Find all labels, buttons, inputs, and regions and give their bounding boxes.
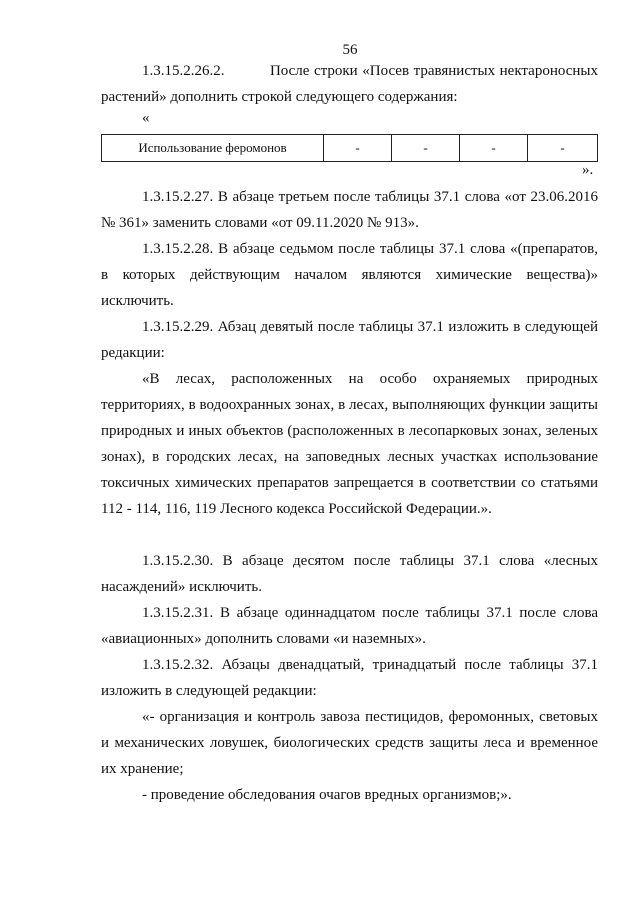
table-close-quote: ». (582, 162, 594, 178)
fragment-table (101, 134, 598, 162)
paragraph-quoted-item-1: «- организация и контроль завоза пестицидов, феромонных, световых и механических ловушек, биологических средств защиты леса и временное их хранение; (101, 709, 598, 777)
paragraph-1-3-15-2-27: 1.3.15.2.27. В абзаце третьем после таблицы 37.1 слова «от 23.06.2016 № 361» заменить словами «от 09.11.2020 № 913». (101, 189, 598, 231)
table-cell: - (460, 135, 528, 162)
table-row (102, 135, 598, 162)
paragraph-quoted-forest-text: «В лесах, расположенных на особо охраняемых природных территориях, в водоохранных зонах, в лесах, выполняющих функции защиты природных и иных объектов (расположенных в лесопарковых зонах, зеленых зонах), в городских лесах, на заповедных лесных участках использование токсичных химических препаратов запрещается в соответствии со статьями 112 - 114, 116, 119 Лесного кодекса Российской Федерации.». (101, 371, 598, 517)
paragraph-1-3-15-2-32: 1.3.15.2.32. Абзацы двенадцатый, тринадцатый после таблицы 37.1 изложить в следующей редакции: (101, 657, 598, 699)
paragraph-1-3-15-2-31: 1.3.15.2.31. В абзаце одиннадцатом после таблицы 37.1 после слова «авиационных» дополнить словами «и наземных». (101, 605, 598, 647)
table-open-quote: « (142, 110, 150, 126)
table-cell: - (528, 135, 598, 162)
table-cell: - (324, 135, 392, 162)
page-number: 56 (342, 42, 358, 58)
paragraph-1-3-15-2-26-2: 1.3.15.2.26.2. После строки «Посев травянистых нектароносных растений» дополнить строкой следующего содержания: (101, 63, 598, 105)
table-row-label: Использование феромонов (102, 135, 324, 162)
paragraph-1-3-15-2-28: 1.3.15.2.28. В абзаце седьмом после таблицы 37.1 слова «(препаратов, в которых действующим началом являются химические вещества)» исключить. (101, 241, 598, 309)
paragraph-1-3-15-2-29: 1.3.15.2.29. Абзац девятый после таблицы 37.1 изложить в следующей редакции: (101, 319, 598, 361)
paragraph-quoted-item-2: - проведение обследования очагов вредных организмов;». (142, 787, 512, 803)
paragraph-1-3-15-2-30: 1.3.15.2.30. В абзаце десятом после таблицы 37.1 слова «лесных насаждений» исключить. (101, 553, 598, 595)
table-cell: - (392, 135, 460, 162)
